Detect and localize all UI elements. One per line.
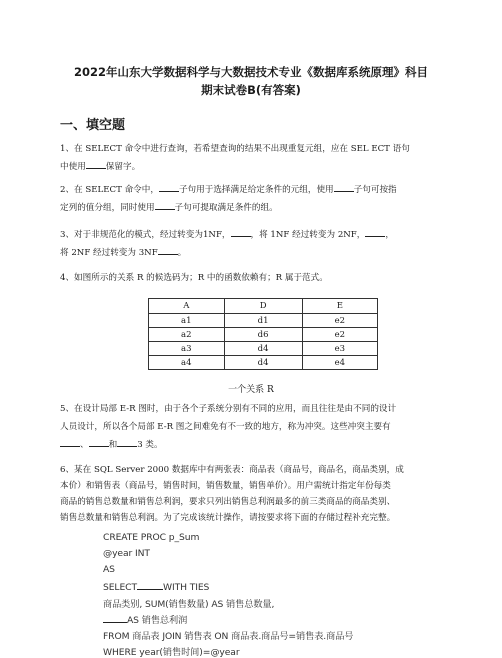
table-cell: d6 (224, 328, 302, 342)
table-cell: d4 (224, 342, 302, 356)
table-row (149, 328, 378, 342)
question-3-line1 (60, 226, 440, 244)
relation-caption: 一个关系 R (228, 385, 274, 395)
answer-blank (158, 245, 178, 255)
question-6 (60, 462, 440, 526)
relation-r-table (148, 298, 378, 370)
relation-header-d: D (224, 299, 302, 314)
answer-blank (155, 200, 175, 210)
document-title-line1: 2022年山东大学数据科学与大数据技术专业《数据库系统原理》科目 (73, 65, 428, 79)
question-1-text-a: 中使用 (60, 162, 86, 172)
code-line-columns: 商品类别, SUM(销售数量) AS 销售总数量, (103, 599, 275, 610)
code-line-profit (103, 612, 187, 626)
table-cell: a4 (149, 356, 225, 370)
question-6-line3: 商品的销售总数量和销售总利润，要求只列出销售总利润最多的前三类商品的商品类别、 (60, 497, 396, 507)
answer-blank (231, 227, 251, 237)
question-2-text-b: 子句用于选择满足给定条件的元组，使用 (178, 185, 334, 195)
question-5-line3 (60, 436, 440, 454)
answer-blank (86, 159, 106, 169)
table-cell: e3 (302, 342, 377, 356)
answer-blank (365, 227, 385, 237)
question-1-text-b: 保留字。 (105, 162, 141, 172)
table-cell: a1 (149, 314, 225, 328)
question-2-line2 (60, 199, 440, 217)
code-line-create-proc: CREATE PROC p_Sum (103, 532, 200, 543)
question-5-line2: 人员设计，所以各个局部 E-R 图之间难免有不一致的地方，称为冲突。这些冲突主要有 (60, 422, 391, 432)
question-5-text-b: 和 (108, 440, 118, 450)
table-cell: e2 (302, 328, 377, 342)
table-cell: e4 (302, 356, 377, 370)
table-row (149, 356, 378, 370)
answer-blank (137, 580, 163, 590)
question-3-text-a: 3、对于非规范化的模式，经过转变为1NF， (60, 230, 231, 240)
answer-blank (103, 613, 127, 623)
question-2 (60, 181, 440, 217)
document-title-line2: 期末试卷B(有答案) (201, 83, 301, 97)
question-1 (60, 140, 440, 176)
code-line-param: @year INT (103, 548, 150, 559)
question-3-line2 (60, 244, 440, 262)
question-3-text-e: 。 (177, 248, 187, 258)
question-2-text-d: 定列的值分组，同时使用 (60, 203, 155, 213)
relation-header-e: E (302, 299, 377, 314)
table-cell: a3 (149, 342, 225, 356)
answer-blank (334, 182, 354, 192)
question-5 (60, 400, 440, 454)
question-4 (60, 269, 440, 287)
answer-blank (89, 437, 109, 447)
question-2-text-c: 子句可按指 (353, 185, 397, 195)
question-2-text-e: 子句可提取满足条件的组。 (174, 203, 278, 213)
table-cell: a2 (149, 328, 225, 342)
code-select-keyword: SELECT (103, 582, 137, 593)
table-cell: d4 (224, 356, 302, 370)
question-6-line4: 销售总数量和销售总利润。为了完成该统计操作，请按要求将下面的存储过程补充完整。 (60, 513, 396, 523)
code-line-where: WHERE year(销售时间)=@year (103, 647, 240, 658)
table-cell: e2 (302, 314, 377, 328)
table-row (149, 342, 378, 356)
question-4-line1: 4、如图所示的关系 R 的候选码为；R 中的函数依赖有；R 属于范式。 (60, 273, 328, 283)
question-1-line1: 1、在 SELECT 命令中进行查询，若希望查询的结果不出现重复元组，应在 SEL ECT 语句 (60, 144, 410, 154)
answer-blank (117, 437, 137, 447)
code-line-select (103, 580, 209, 593)
question-3-text-b: ，将 1NF 经过转变为 2NF， (250, 230, 366, 240)
answer-blank (60, 437, 80, 447)
code-line-from: FROM 商品表 JOIN 销售表 ON 商品表.商品号=销售表.商品号 (103, 631, 354, 642)
answer-blank (159, 182, 179, 192)
question-5-text-a: 、 (80, 440, 89, 450)
code-line-as: AS (103, 564, 115, 575)
question-5-line1: 5、在设计局部 E-R 图时，由于各个子系统分别有不同的应用，而且往往是由不同的设计 (60, 404, 397, 414)
question-1-line2 (60, 158, 440, 176)
question-3-text-d: 将 2NF 经过转变为 3NF (60, 248, 158, 258)
question-5-text-c: 3 类。 (137, 440, 163, 450)
question-6-line2: 本价）和销售表（商品号，销售时间，销售数量，销售单价）。用户需统计指定年份每类 (60, 481, 391, 491)
code-profit-alias: AS 销售总利润 (127, 615, 188, 626)
question-3-text-c: ， (385, 230, 394, 240)
table-row (149, 314, 378, 328)
question-6-line1: 6、某在 SQL Server 2000 数据库中有两张表：商品表（商品号，商品名，商品类别，成 (60, 465, 404, 475)
code-with-ties: WITH TIES (163, 582, 210, 593)
section-heading-fill-in: 一、填空题 (60, 118, 126, 133)
question-3 (60, 226, 440, 262)
table-cell: d1 (224, 314, 302, 328)
question-2-text-a: 2、在 SELECT 命令中， (60, 185, 159, 195)
relation-header-a: A (149, 299, 225, 314)
question-2-line1 (60, 181, 440, 199)
